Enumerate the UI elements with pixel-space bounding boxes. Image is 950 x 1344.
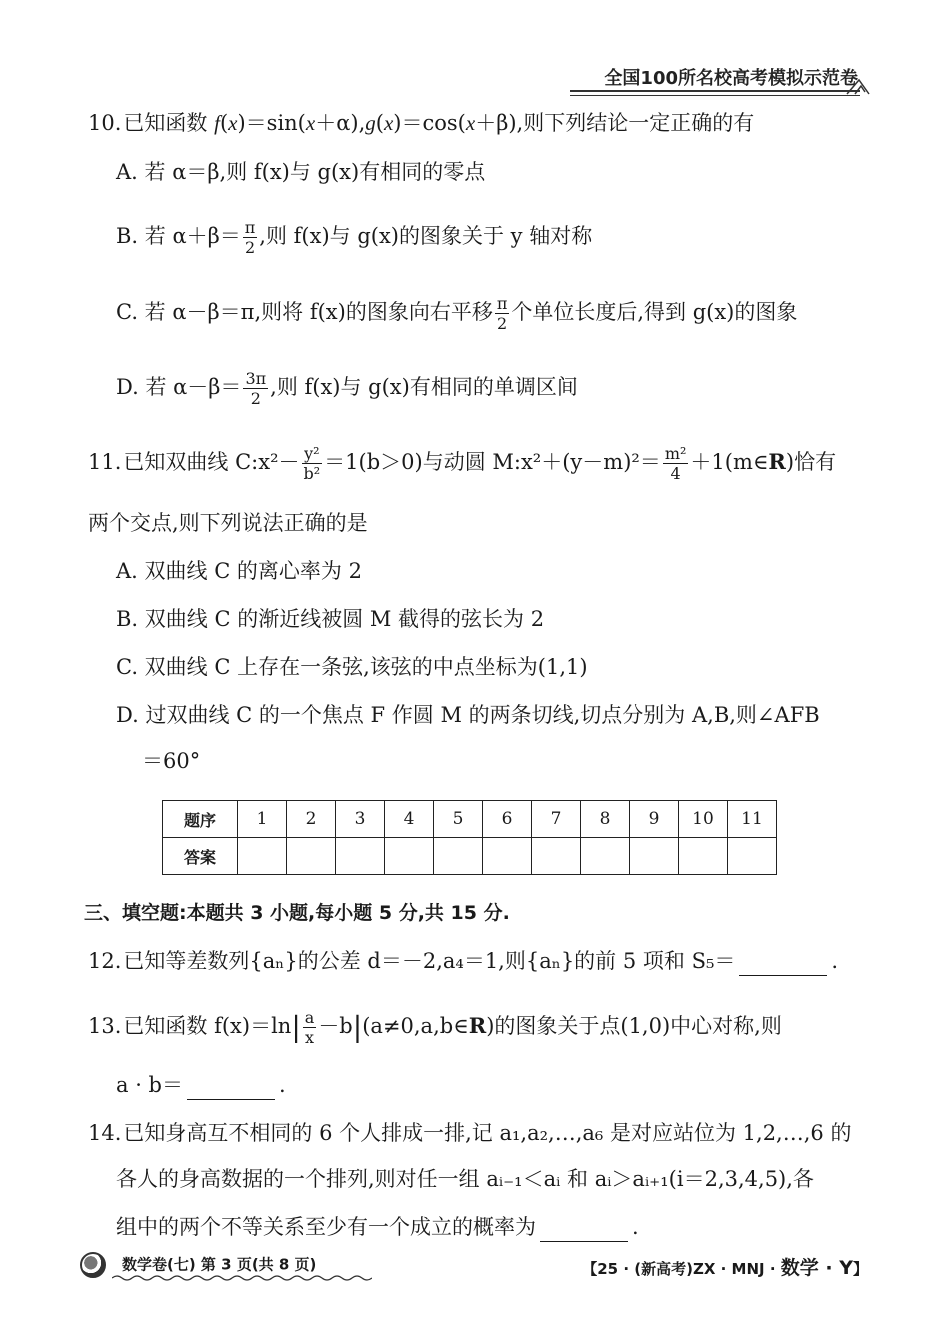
table-cell: 4 bbox=[385, 801, 434, 838]
q11-option-a: A. 双曲线 C 的离心率为 2 bbox=[116, 559, 362, 583]
answer-cell bbox=[434, 838, 483, 875]
q11-option-d: D. 过双曲线 C 的一个焦点 F 作圆 M 的两条切线,切点分别为 A,B,则∠AFB bbox=[116, 703, 820, 727]
table-row-answers bbox=[163, 838, 777, 875]
table-row-numbers bbox=[163, 801, 777, 838]
footer-right: 【25 · (新高考)ZX · MNJ · 数学 · Y】 bbox=[582, 1257, 868, 1279]
q13-stem: 13.已知函数 f(x)＝ln| $\frac{a}{x}$ －b|(a≠0,a,b∈R)的图象关于点(1,0)中心对称,则 bbox=[88, 1008, 782, 1047]
table-cell: 2 bbox=[287, 801, 336, 838]
answer-cell bbox=[287, 838, 336, 875]
footer-wave-decoration bbox=[112, 1274, 372, 1282]
q13-stem-cont: a · b＝ . bbox=[116, 1070, 286, 1100]
q10-option-d: D. 若 α－β＝ $\frac{3\pi}{2}$ ,则 f(x)与 g(x)有相同的单调区间 bbox=[116, 369, 578, 408]
q11-option-d-cont: ＝60° bbox=[142, 749, 201, 773]
footer-left: 数学卷(七) 第 3 页(共 8 页) bbox=[80, 1252, 316, 1278]
q10-option-c: C. 若 α－β＝π,则将 f(x)的图象向右平移 $\frac{\pi}{2}$ 个单位长度后,得到 g(x)的图象 bbox=[116, 294, 798, 333]
answer-cell bbox=[581, 838, 630, 875]
answer-blank bbox=[540, 1219, 628, 1242]
q14-stem-line2: 各人的身高数据的一个排列,则对任一组 aᵢ₋₁＜aᵢ 和 aᵢ＞aᵢ₊₁(i＝2,3,4,5),各 bbox=[116, 1167, 814, 1191]
header-rule bbox=[570, 90, 860, 96]
q14-stem-line3: 组中的两个不等关系至少有一个成立的概率为 . bbox=[116, 1212, 639, 1242]
table-cell: 11 bbox=[728, 801, 777, 838]
q11-stem-cont: 两个交点,则下列说法正确的是 bbox=[88, 511, 368, 535]
q11-option-c: C. 双曲线 C 上存在一条弦,该弦的中点坐标为(1,1) bbox=[116, 655, 588, 679]
answer-blank bbox=[187, 1077, 275, 1100]
table-cell: 9 bbox=[630, 801, 679, 838]
table-cell: 7 bbox=[532, 801, 581, 838]
table-cell: 8 bbox=[581, 801, 630, 838]
answer-cell bbox=[336, 838, 385, 875]
fraction: $\frac{a}{x}$ bbox=[304, 1008, 315, 1047]
answer-cell bbox=[630, 838, 679, 875]
answer-cell bbox=[385, 838, 434, 875]
fraction: $\frac{\text{y²}}{\text{b²}}$ bbox=[303, 444, 321, 483]
header-curl-ornament bbox=[845, 74, 871, 98]
answer-cell bbox=[532, 838, 581, 875]
logo-icon bbox=[80, 1252, 106, 1278]
q10-stem: 10.已知函数 f(x)＝sin(x＋α),g(x)＝cos(x＋β),则下列结论一定正确的有 bbox=[88, 111, 755, 135]
abs-bar-right: | bbox=[352, 1010, 363, 1044]
q12-stem: 12.已知等差数列{aₙ}的公差 d＝－2,a₄＝1,则{aₙ}的前 5 项和 S₅＝ . bbox=[88, 946, 838, 976]
q10-option-a: A. 若 α＝β,则 f(x)与 g(x)有相同的零点 bbox=[116, 160, 486, 184]
fraction: $\frac{3\pi}{2}$ bbox=[245, 369, 267, 408]
answer-table bbox=[162, 800, 777, 875]
answer-cell bbox=[238, 838, 287, 875]
q14-stem: 14.已知身高互不相同的 6 个人排成一排,记 a₁,a₂,…,a₆ 是对应站位为 1,2,…,6 的 bbox=[88, 1121, 852, 1145]
fraction: $\frac{\pi}{2}$ bbox=[496, 294, 508, 333]
table-cell: 1 bbox=[238, 801, 287, 838]
row-header-number: 题序 bbox=[163, 801, 238, 838]
q11-option-b: B. 双曲线 C 的渐近线被圆 M 截得的弦长为 2 bbox=[116, 607, 545, 631]
abs-bar-left: | bbox=[291, 1010, 301, 1044]
table-cell: 5 bbox=[434, 801, 483, 838]
q11-stem: 11.已知双曲线 C:x²－ $\frac{\text{y²}}{\text{b²}}$ ＝1(b＞0)与动圆 M:x²＋(y－m)²＝ $\frac{\text{m²}}{4}$ ＋1(m∈R)恰有 bbox=[88, 444, 837, 483]
answer-cell bbox=[483, 838, 532, 875]
q10-option-b: B. 若 α＋β＝ $\frac{\pi}{2}$ ,则 f(x)与 g(x)的图象关于 y 轴对称 bbox=[116, 218, 593, 257]
series-title: 全国100所名校高考模拟示范卷 bbox=[604, 68, 858, 89]
answer-cell bbox=[728, 838, 777, 875]
fraction: $\frac{\pi}{2}$ bbox=[244, 218, 256, 257]
table-cell: 6 bbox=[483, 801, 532, 838]
table-cell: 3 bbox=[336, 801, 385, 838]
table-cell: 10 bbox=[679, 801, 728, 838]
section-heading: 三、填空题:本题共 3 小题,每小题 5 分,共 15 分. bbox=[84, 902, 510, 924]
fraction: $\frac{\text{m²}}{4}$ bbox=[664, 444, 687, 483]
answer-cell bbox=[679, 838, 728, 875]
row-header-answer: 答案 bbox=[163, 838, 238, 875]
answer-blank bbox=[739, 953, 827, 976]
